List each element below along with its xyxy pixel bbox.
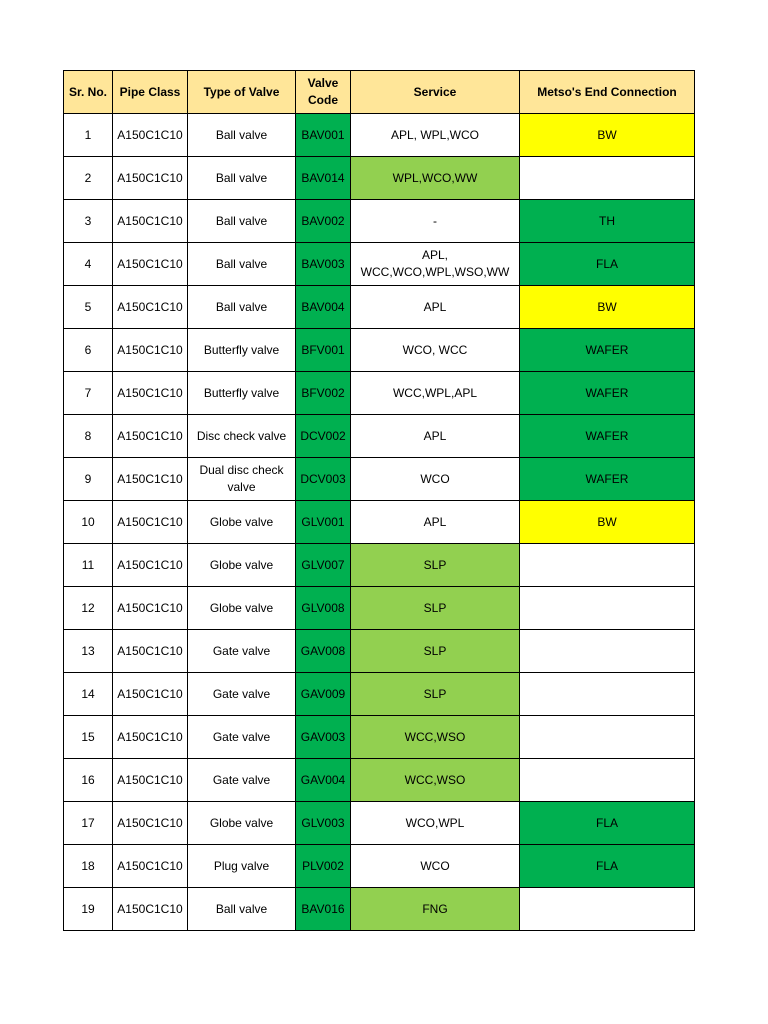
cell-end-connection: FLA — [520, 243, 695, 286]
cell-sr-no: 19 — [64, 888, 113, 931]
cell-service: SLP — [351, 673, 520, 716]
cell-type-of-valve: Gate valve — [188, 630, 296, 673]
cell-service: WCO — [351, 458, 520, 501]
cell-sr-no: 8 — [64, 415, 113, 458]
cell-end-connection — [520, 716, 695, 759]
cell-sr-no: 1 — [64, 114, 113, 157]
cell-sr-no: 2 — [64, 157, 113, 200]
header-type-of-valve: Type of Valve — [188, 71, 296, 114]
cell-sr-no: 17 — [64, 802, 113, 845]
cell-end-connection: BW — [520, 501, 695, 544]
cell-pipe-class: A150C1C10 — [113, 114, 188, 157]
cell-service: APL, WCC,WCO,WPL,WSO,WW — [351, 243, 520, 286]
cell-service: WPL,WCO,WW — [351, 157, 520, 200]
cell-sr-no: 7 — [64, 372, 113, 415]
header-sr-no: Sr. No. — [64, 71, 113, 114]
cell-pipe-class: A150C1C10 — [113, 673, 188, 716]
table-row — [64, 114, 695, 157]
cell-type-of-valve: Butterfly valve — [188, 372, 296, 415]
cell-end-connection: BW — [520, 114, 695, 157]
cell-service: SLP — [351, 544, 520, 587]
table-row — [64, 888, 695, 931]
cell-pipe-class: A150C1C10 — [113, 716, 188, 759]
cell-type-of-valve: Butterfly valve — [188, 329, 296, 372]
cell-valve-code: GAV003 — [296, 716, 351, 759]
cell-end-connection: FLA — [520, 845, 695, 888]
cell-type-of-valve: Globe valve — [188, 544, 296, 587]
table-row — [64, 243, 695, 286]
cell-service: WCC,WSO — [351, 759, 520, 802]
table-row — [64, 329, 695, 372]
cell-sr-no: 13 — [64, 630, 113, 673]
cell-end-connection — [520, 157, 695, 200]
table-row — [64, 845, 695, 888]
cell-end-connection: BW — [520, 286, 695, 329]
cell-pipe-class: A150C1C10 — [113, 759, 188, 802]
cell-service: APL, WPL,WCO — [351, 114, 520, 157]
cell-sr-no: 14 — [64, 673, 113, 716]
cell-valve-code: DCV002 — [296, 415, 351, 458]
cell-pipe-class: A150C1C10 — [113, 458, 188, 501]
cell-service: WCC,WSO — [351, 716, 520, 759]
cell-type-of-valve: Ball valve — [188, 200, 296, 243]
cell-valve-code: GAV009 — [296, 673, 351, 716]
cell-type-of-valve: Ball valve — [188, 157, 296, 200]
cell-type-of-valve: Ball valve — [188, 243, 296, 286]
cell-service: WCO — [351, 845, 520, 888]
cell-sr-no: 9 — [64, 458, 113, 501]
table-row — [64, 802, 695, 845]
table-row — [64, 286, 695, 329]
table-row — [64, 200, 695, 243]
cell-valve-code: DCV003 — [296, 458, 351, 501]
cell-sr-no: 15 — [64, 716, 113, 759]
cell-valve-code: GAV004 — [296, 759, 351, 802]
cell-service: WCO, WCC — [351, 329, 520, 372]
cell-pipe-class: A150C1C10 — [113, 415, 188, 458]
cell-pipe-class: A150C1C10 — [113, 802, 188, 845]
cell-type-of-valve: Globe valve — [188, 587, 296, 630]
cell-sr-no: 18 — [64, 845, 113, 888]
table-row — [64, 716, 695, 759]
header-service: Service — [351, 71, 520, 114]
cell-service: FNG — [351, 888, 520, 931]
cell-type-of-valve: Ball valve — [188, 114, 296, 157]
cell-type-of-valve: Ball valve — [188, 286, 296, 329]
table-header-row — [64, 71, 695, 114]
cell-sr-no: 4 — [64, 243, 113, 286]
table-row — [64, 458, 695, 501]
cell-valve-code: PLV002 — [296, 845, 351, 888]
cell-pipe-class: A150C1C10 — [113, 845, 188, 888]
table-row — [64, 587, 695, 630]
cell-type-of-valve: Globe valve — [188, 802, 296, 845]
cell-sr-no: 16 — [64, 759, 113, 802]
cell-end-connection — [520, 544, 695, 587]
cell-end-connection — [520, 630, 695, 673]
cell-end-connection: WAFER — [520, 329, 695, 372]
cell-end-connection: WAFER — [520, 372, 695, 415]
cell-type-of-valve: Globe valve — [188, 501, 296, 544]
cell-valve-code: BAV001 — [296, 114, 351, 157]
cell-service: SLP — [351, 630, 520, 673]
cell-end-connection — [520, 673, 695, 716]
cell-valve-code: BFV002 — [296, 372, 351, 415]
cell-valve-code: GLV003 — [296, 802, 351, 845]
cell-valve-code: BAV004 — [296, 286, 351, 329]
table-row — [64, 501, 695, 544]
table-row — [64, 630, 695, 673]
cell-valve-code: BAV014 — [296, 157, 351, 200]
cell-valve-code: BAV003 — [296, 243, 351, 286]
cell-end-connection: WAFER — [520, 458, 695, 501]
cell-type-of-valve: Ball valve — [188, 888, 296, 931]
cell-valve-code: GAV008 — [296, 630, 351, 673]
cell-valve-code: BFV001 — [296, 329, 351, 372]
table-row — [64, 759, 695, 802]
cell-sr-no: 12 — [64, 587, 113, 630]
cell-service: APL — [351, 501, 520, 544]
cell-valve-code: GLV008 — [296, 587, 351, 630]
cell-pipe-class: A150C1C10 — [113, 888, 188, 931]
table-row — [64, 157, 695, 200]
cell-pipe-class: A150C1C10 — [113, 329, 188, 372]
table-row — [64, 372, 695, 415]
cell-service: - — [351, 200, 520, 243]
table-row — [64, 544, 695, 587]
cell-type-of-valve: Dual disc check valve — [188, 458, 296, 501]
cell-end-connection: WAFER — [520, 415, 695, 458]
cell-type-of-valve: Plug valve — [188, 845, 296, 888]
cell-pipe-class: A150C1C10 — [113, 544, 188, 587]
cell-pipe-class: A150C1C10 — [113, 243, 188, 286]
cell-service: APL — [351, 286, 520, 329]
cell-type-of-valve: Gate valve — [188, 673, 296, 716]
table-row — [64, 673, 695, 716]
cell-end-connection — [520, 888, 695, 931]
cell-end-connection — [520, 587, 695, 630]
cell-end-connection: FLA — [520, 802, 695, 845]
cell-valve-code: GLV007 — [296, 544, 351, 587]
cell-sr-no: 10 — [64, 501, 113, 544]
cell-end-connection — [520, 759, 695, 802]
cell-pipe-class: A150C1C10 — [113, 157, 188, 200]
cell-sr-no: 6 — [64, 329, 113, 372]
cell-pipe-class: A150C1C10 — [113, 286, 188, 329]
cell-service: SLP — [351, 587, 520, 630]
header-end-connection: Metso's End Connection — [520, 71, 695, 114]
cell-type-of-valve: Gate valve — [188, 759, 296, 802]
cell-sr-no: 3 — [64, 200, 113, 243]
cell-type-of-valve: Gate valve — [188, 716, 296, 759]
cell-pipe-class: A150C1C10 — [113, 587, 188, 630]
cell-valve-code: BAV002 — [296, 200, 351, 243]
header-valve-code: Valve Code — [296, 71, 351, 114]
cell-sr-no: 5 — [64, 286, 113, 329]
cell-end-connection: TH — [520, 200, 695, 243]
cell-service: APL — [351, 415, 520, 458]
cell-valve-code: BAV016 — [296, 888, 351, 931]
table-row — [64, 415, 695, 458]
cell-pipe-class: A150C1C10 — [113, 200, 188, 243]
cell-pipe-class: A150C1C10 — [113, 501, 188, 544]
cell-service: WCC,WPL,APL — [351, 372, 520, 415]
cell-type-of-valve: Disc check valve — [188, 415, 296, 458]
cell-sr-no: 11 — [64, 544, 113, 587]
valve-table — [63, 70, 695, 931]
table-body — [64, 114, 695, 931]
header-pipe-class: Pipe Class — [113, 71, 188, 114]
cell-pipe-class: A150C1C10 — [113, 372, 188, 415]
cell-valve-code: GLV001 — [296, 501, 351, 544]
cell-pipe-class: A150C1C10 — [113, 630, 188, 673]
cell-service: WCO,WPL — [351, 802, 520, 845]
